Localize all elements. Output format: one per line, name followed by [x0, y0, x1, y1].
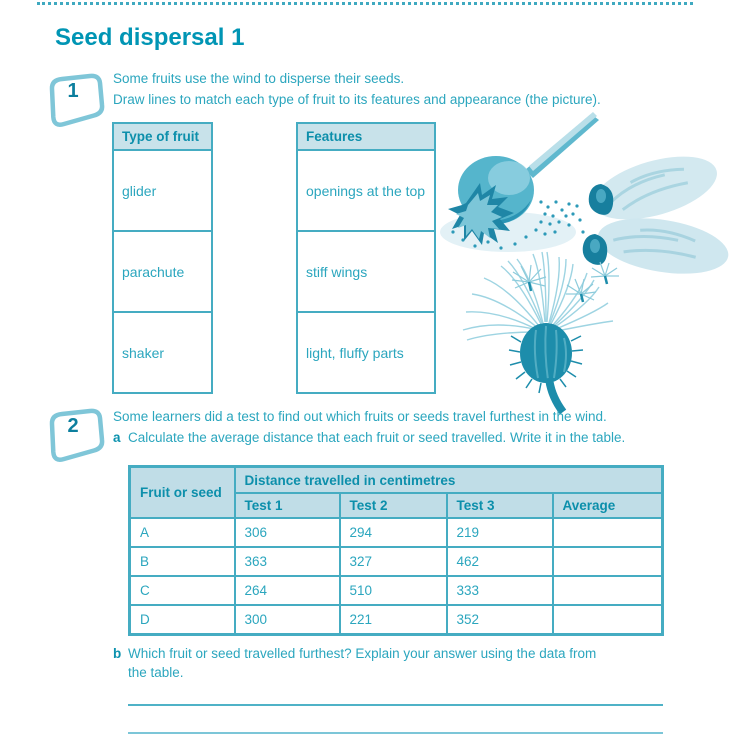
fruit-cell-parachute[interactable]: parachute: [114, 232, 211, 313]
cell-average-blank[interactable]: [553, 518, 663, 547]
table-row-a: [130, 518, 663, 547]
question-2-text: [113, 406, 733, 448]
question-1-badge: [47, 72, 107, 128]
cell-test3: 462: [447, 547, 553, 576]
cell-test2: 294: [340, 518, 447, 547]
fruit-cell-shaker[interactable]: shaker: [122, 344, 165, 361]
question-1-number: 1: [67, 80, 79, 102]
cell-test2: 327: [340, 547, 447, 576]
table-row-d: [130, 605, 663, 635]
cell-average-blank[interactable]: [553, 576, 663, 605]
thistle-seed-head-icon: [463, 252, 619, 412]
answer-line-1[interactable]: [128, 704, 663, 706]
row-label: B: [130, 547, 235, 576]
row-label: C: [130, 576, 235, 605]
type-of-fruit-table: [112, 122, 213, 394]
perforation-dotted-line: [37, 2, 693, 5]
distance-data-table: [128, 465, 664, 636]
part-b-line1: Which fruit or seed travelled furthest? Explain your answer using the data from: [128, 646, 597, 661]
part-b-line2: the table.: [128, 665, 184, 680]
table-row-c: [130, 576, 663, 605]
cell-test3: 333: [447, 576, 553, 605]
poppy-seed-head-icon: [440, 112, 599, 252]
question-2-intro: Some learners did a test to find out which fruits or seeds travel furthest in the wind.: [113, 409, 607, 424]
col-header-average: Average: [553, 493, 663, 518]
question-2b-text: [113, 644, 713, 682]
part-a-label: a: [113, 430, 121, 445]
group-header-distance: Distance travelled in centimetres: [235, 467, 663, 494]
col-header-test3: Test 3: [447, 493, 553, 518]
cell-test3: 219: [447, 518, 553, 547]
cell-test1: 300: [235, 605, 340, 635]
cell-test1: 264: [235, 576, 340, 605]
col-header-test2: Test 2: [340, 493, 447, 518]
part-a-text: Calculate the average distance that each fruit or seed travelled. Write it in the table.: [128, 430, 626, 445]
question-2-number: 2: [67, 415, 79, 437]
question-2a: [113, 427, 733, 448]
fruit-cell-glider[interactable]: glider: [114, 151, 211, 232]
cell-average-blank[interactable]: [553, 605, 663, 635]
col-header-test1: Test 1: [235, 493, 340, 518]
part-b-label: b: [113, 646, 122, 661]
page-title: Seed dispersal 1: [55, 24, 245, 51]
question-1-line1: Some fruits use the wind to disperse their seeds.: [113, 71, 405, 86]
feature-cell-stiff-wings[interactable]: stiff wings: [298, 232, 434, 313]
cell-test1: 306: [235, 518, 340, 547]
seed-illustrations: [433, 110, 751, 415]
question-2-badge: [47, 407, 107, 463]
feature-cell-openings[interactable]: openings at the top: [298, 151, 434, 232]
row-label: D: [130, 605, 235, 635]
sycamore-seeds-icon: [583, 144, 733, 282]
cell-test1: 363: [235, 547, 340, 576]
features-table: [296, 122, 436, 394]
cell-test2: 221: [340, 605, 447, 635]
cell-test2: 510: [340, 576, 447, 605]
cell-test3: 352: [447, 605, 553, 635]
question-1-text: [113, 68, 713, 110]
cell-average-blank[interactable]: [553, 547, 663, 576]
features-header: Features: [298, 124, 434, 151]
question-1-line2: Draw lines to match each type of fruit to its features and appearance (the picture).: [113, 92, 601, 107]
table-row-b: [130, 547, 663, 576]
answer-line-2[interactable]: [128, 732, 663, 734]
row-label: A: [130, 518, 235, 547]
type-of-fruit-header: Type of fruit: [114, 124, 211, 151]
col-header-fruit-or-seed: Fruit or seed: [130, 467, 235, 519]
feature-cell-fluffy[interactable]: light, fluffy parts: [306, 344, 404, 361]
